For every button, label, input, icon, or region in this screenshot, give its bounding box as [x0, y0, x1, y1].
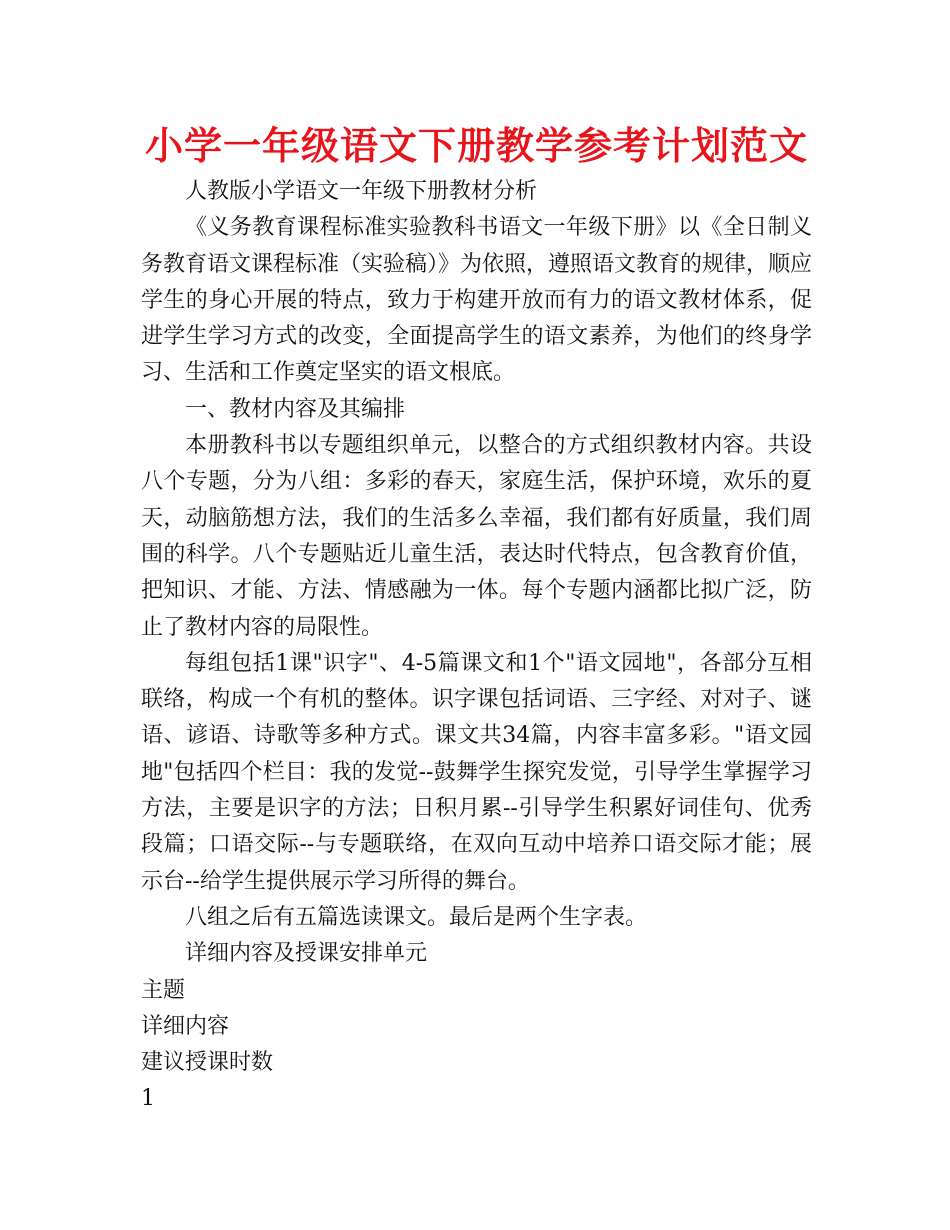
table-header-topic: 主题	[141, 977, 186, 1003]
paragraph-schedule-heading: 详细内容及授课安排单元	[185, 941, 428, 967]
paragraph-topics: 本册教科书以专题组织单元，以整合的方式组织教材内容。共设八个专题，分为八组：多彩的春天，家庭生活，保护环境，欢乐的夏天，动脑筋想方法，我们的生活多么幸福，我们都有好质量，我们周围的科学。八个专题贴近儿童生活，表达时代特点，包含教育价值，把知识、才能、方法、情感融为一体。每个专题内涵都比拟广泛，防止了教材内容的局限性。	[141, 433, 812, 640]
table-cell-unit-number: 1	[141, 1086, 155, 1112]
table-header-hours: 建议授课时数	[141, 1050, 274, 1076]
paragraph-intro: 《义务教育课程标准实验教科书语文一年级下册》以《全日制义务教育语文课程标准（实验稿）》为依照，遵照语文教育的规律，顺应学生的身心开展的特点，致力于构建开放而有力的语文教材体系，促进学生学习方式的改变，全面提高学生的语文素养，为他们的终身学习、生活和工作奠定坚实的语文根底。	[141, 215, 813, 386]
paragraph-readings: 八组之后有五篇选读课文。最后是两个生字表。	[185, 904, 648, 930]
paragraph-group-structure: 每组包括1课"识字"、4-5篇课文和1个"语文园地"，各部分互相联络，构成一个有机的整体。识字课包括词语、三字经、对对子、谜语、谚语、诗歌等多种方式。课文共34篇，内容丰富多彩。"语文园地"包括四个栏目：我的发觉--鼓舞学生探究发觉，引导学生掌握学习方法，主要是识字的方法；日积月累--引导学生积累好词佳句、优秀段篇；口语交际--与专题联络，在双向互动中培养口语交际才能；展示台--给学生提供展示学习所得的舞台。	[141, 650, 812, 894]
paragraph-heading-analysis: 人教版小学语文一年级下册教材分析	[185, 179, 538, 204]
document-body	[141, 174, 812, 1118]
section-heading-content: 一、教材内容及其编排	[185, 396, 406, 422]
document-title: 小学一年级语文下册教学参考计划范文	[144, 124, 808, 168]
table-header-content: 详细内容	[141, 1013, 230, 1039]
